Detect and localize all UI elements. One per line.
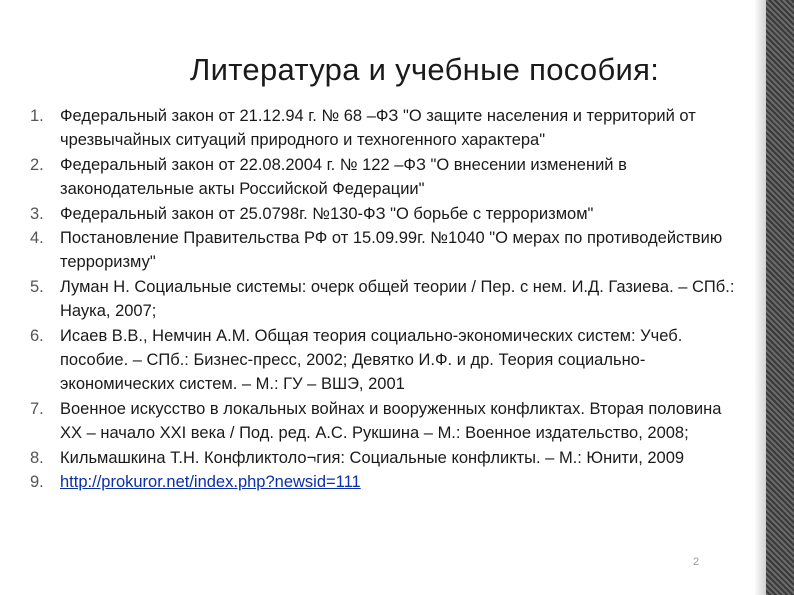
page-edge-decoration xyxy=(766,0,794,595)
item-number: 5. xyxy=(30,277,44,296)
item-text: Кильмашкина Т.Н. Конфликтоло¬гия: Социальные конфликты. – М.: Юнити, 2009 xyxy=(60,448,685,467)
item-number: 7. xyxy=(30,399,44,418)
list-item xyxy=(30,275,745,324)
item-text: Исаев В.В., Немчин А.М. Общая теория социально-экономических систем: Учеб. пособие. – СПб.: Бизнес-пресс, 2002; Девятко И.Ф. и др. Теория социально-экономических систем. – М.: ГУ – ВШЭ, 2001 xyxy=(60,326,683,394)
item-number: 8. xyxy=(30,448,44,467)
page-edge-shadow xyxy=(754,0,766,595)
item-text: Военное искусство в локальных войнах и вооруженных конфликтах. Вторая половина XX – начало XXI века / Под. ред. А.С. Рукшина – М.: Военное издательство, 2008; xyxy=(60,399,722,443)
item-text: Федеральный закон от 22.08.2004 г. № 122 –ФЗ "О внесении изменений в законодательные акты Российской Федерации" xyxy=(60,155,627,199)
item-text: Федеральный закон от 21.12.94 г. № 68 –ФЗ "О защите населения и территорий от чрезвычайных ситуаций природного и техногенного характера" xyxy=(60,107,696,150)
list-item xyxy=(30,226,745,275)
item-number: 1. xyxy=(30,107,44,125)
item-text: Луман Н. Социальные системы: очерк общей теории / Пер. с нем. И.Д. Газиева. – СПб.: Наука, 2007; xyxy=(60,277,735,321)
list-item xyxy=(30,202,745,226)
list-item-link xyxy=(30,470,745,494)
reference-list xyxy=(30,104,745,495)
list-item xyxy=(30,324,745,397)
item-number: 9. xyxy=(30,473,44,492)
item-text: Постановление Правительства РФ от 15.09.99г. №1040 "О мерах по противодействию терроризму" xyxy=(60,229,723,272)
list-item xyxy=(30,397,745,446)
reference-link[interactable]: http://prokuror.net/index.php?newsid=111 xyxy=(60,473,361,492)
list-item xyxy=(30,446,745,470)
item-number: 4. xyxy=(30,229,44,248)
list-item xyxy=(30,153,745,202)
item-number: 2. xyxy=(30,155,44,174)
item-number: 6. xyxy=(30,326,44,345)
item-number: 3. xyxy=(30,204,44,223)
item-text: Федеральный закон от 25.0798г. №130-ФЗ "О борьбе с терроризмом" xyxy=(60,204,594,223)
page-number: 2 xyxy=(693,556,700,568)
slide-title: Литература и учебные пособия: xyxy=(190,52,660,87)
list-item xyxy=(30,104,745,153)
